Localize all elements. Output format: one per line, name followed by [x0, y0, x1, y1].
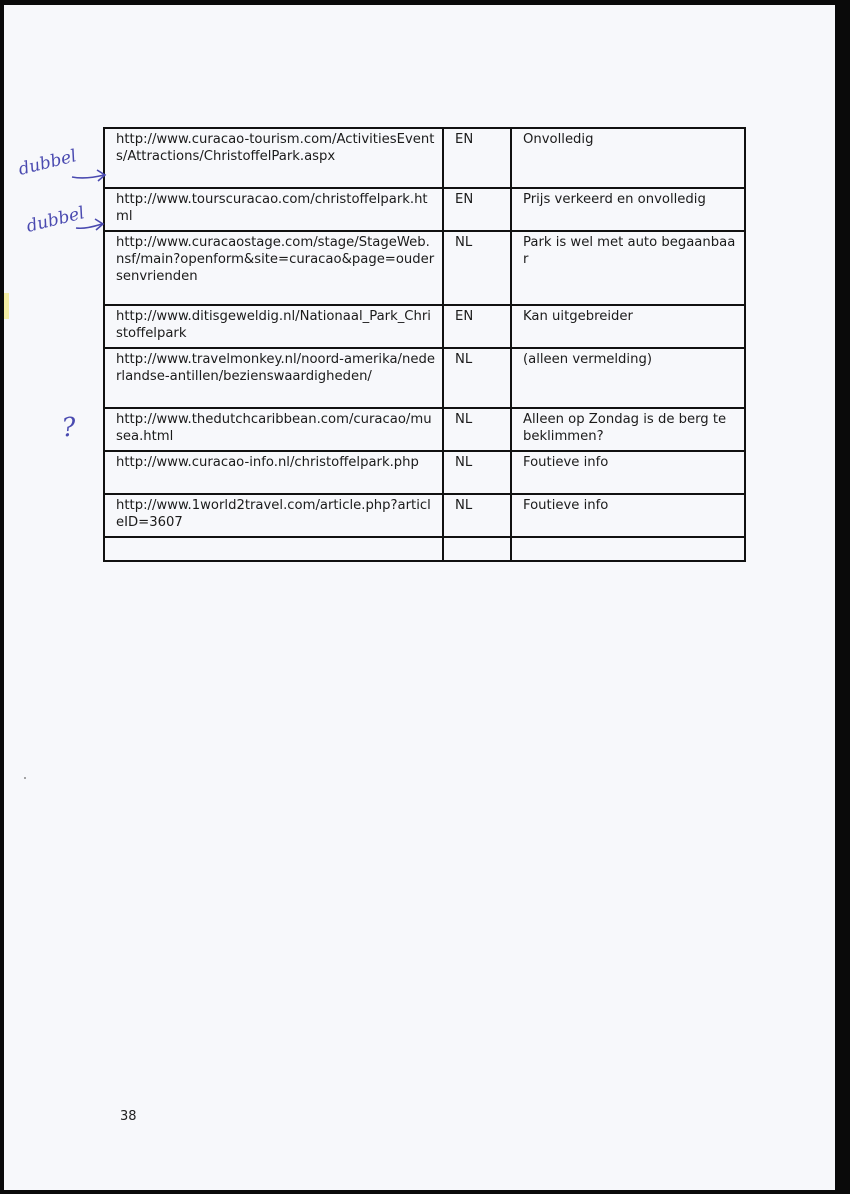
url-cell: http://www.ditisgeweldig.nl/Nationaal_Park_Christoffelpark [104, 305, 443, 348]
language-cell: EN [443, 305, 511, 348]
url-cell: http://www.curacaostage.com/stage/StageWeb.nsf/main?openform&site=curacao&page=oudersenvrienden [104, 231, 443, 305]
note-cell: Park is wel met auto begaanbaar [511, 231, 745, 305]
note-cell: (alleen vermelding) [511, 348, 745, 408]
note-cell: Alleen op Zondag is de berg te beklimmen? [511, 408, 745, 451]
language-cell: NL [443, 231, 511, 305]
handwritten-question-mark: ? [60, 412, 78, 444]
url-cell: http://www.1world2travel.com/article.php?articleID=3607 [104, 494, 443, 537]
language-cell: EN [443, 128, 511, 188]
url-cell: http://www.tourscuracao.com/christoffelpark.html [104, 188, 443, 231]
table-row [104, 348, 745, 408]
page-number: 38 [120, 1109, 137, 1124]
link-review-table [103, 127, 746, 562]
url-cell [104, 537, 443, 561]
language-cell: EN [443, 188, 511, 231]
handwritten-dubbel-note: dubbel [16, 146, 79, 180]
note-cell [511, 537, 745, 561]
scan-speck [24, 777, 26, 779]
note-cell: Onvolledig [511, 128, 745, 188]
sticky-note-edge [4, 293, 9, 319]
url-cell: http://www.travelmonkey.nl/noord-amerika/nederlandse-antillen/bezienswaardigheden/ [104, 348, 443, 408]
language-cell [443, 537, 511, 561]
note-cell: Kan uitgebreider [511, 305, 745, 348]
table-row [104, 305, 745, 348]
language-cell: NL [443, 348, 511, 408]
note-cell: Foutieve info [511, 451, 745, 494]
handwritten-arrow-icon [70, 165, 110, 187]
url-cell: http://www.thedutchcaribbean.com/curacao/musea.html [104, 408, 443, 451]
document-page [4, 5, 835, 1190]
url-cell: http://www.curacao-tourism.com/ActivitiesEvents/Attractions/ChristoffelPark.aspx [104, 128, 443, 188]
url-cell: http://www.curacao-info.nl/christoffelpark.php [104, 451, 443, 494]
language-cell: NL [443, 451, 511, 494]
table-row [104, 494, 745, 537]
table-row [104, 188, 745, 231]
table-row [104, 408, 745, 451]
handwritten-arrow-icon [74, 215, 108, 237]
table-row-empty [104, 537, 745, 561]
note-cell: Foutieve info [511, 494, 745, 537]
table-row [104, 231, 745, 305]
note-cell: Prijs verkeerd en onvolledig [511, 188, 745, 231]
language-cell: NL [443, 494, 511, 537]
language-cell: NL [443, 408, 511, 451]
table-row [104, 128, 745, 188]
table-row [104, 451, 745, 494]
handwritten-dubbel-note: dubbel [24, 203, 87, 237]
